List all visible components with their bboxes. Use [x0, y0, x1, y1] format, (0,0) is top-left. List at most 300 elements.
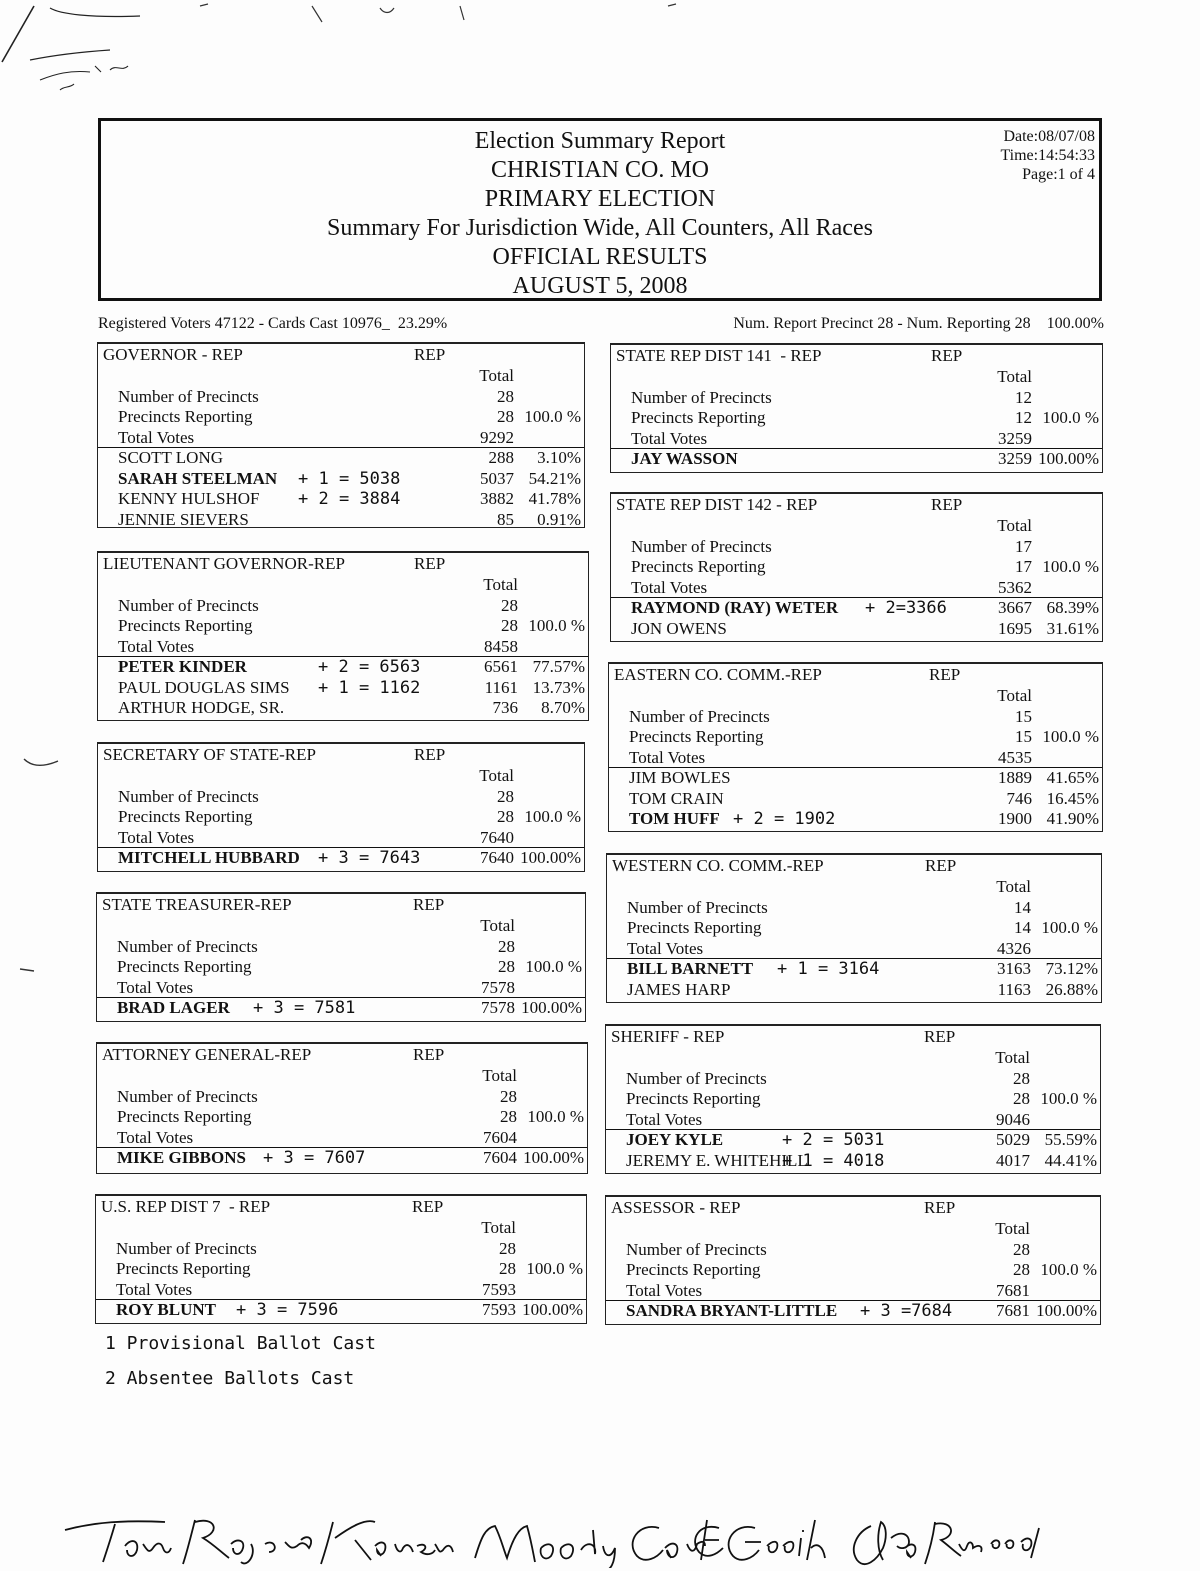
total-header — [98, 766, 584, 787]
number-of-precincts — [606, 1240, 1100, 1261]
race-secretary-of-state — [97, 742, 585, 872]
party-label: REP — [931, 346, 963, 365]
number-of-precincts-label: Number of Precincts — [118, 386, 259, 406]
total-votes-total: 7604 — [483, 1127, 517, 1147]
total-votes-total: 3259 — [998, 428, 1032, 448]
race-governor — [97, 342, 585, 528]
report-title: Election Summary Report — [474, 128, 726, 154]
handwritten-vote-note: + 2 = 6563 — [318, 657, 421, 677]
candidate-row-percent: 8.70% — [541, 698, 585, 717]
candidate-row — [97, 1148, 587, 1169]
candidate-row-label: KENNY HULSHOF — [118, 489, 260, 508]
candidate-row — [98, 698, 588, 719]
total-votes — [606, 1110, 1100, 1131]
candidate-row — [607, 959, 1101, 980]
total-votes-label: Total Votes — [631, 428, 708, 448]
precincts-reporting-total: 28 — [497, 807, 514, 826]
party-label: REP — [412, 1197, 444, 1216]
precincts-reporting — [98, 407, 584, 428]
precincts-reporting-percent: 100.0 % — [526, 1259, 583, 1278]
candidate-row-percent: 44.41% — [1044, 1150, 1097, 1170]
total-votes — [98, 637, 588, 658]
candidate-row-total: 1161 — [484, 677, 518, 697]
precincts-reporting-total: 17 — [1015, 557, 1032, 576]
footnote-absentee: 2 Absentee Ballots Cast — [105, 1368, 355, 1389]
candidate-row — [98, 448, 584, 469]
candidate-row-label: BILL BARNETT — [627, 959, 754, 978]
page-number: Page:1 of 4 — [1022, 166, 1095, 183]
precincts-reporting-total: 28 — [499, 1259, 516, 1278]
total-header-total: Total — [996, 877, 1031, 896]
handwritten-signatures — [55, 1508, 1065, 1568]
party-label: REP — [924, 1198, 956, 1217]
candidate-row — [98, 489, 584, 510]
number-of-precincts-label: Number of Precincts — [117, 1086, 258, 1106]
number-of-precincts-label: Number of Precincts — [626, 1239, 767, 1259]
precincts-reporting-label: Precincts Reporting — [631, 557, 766, 576]
race-title: STATE REP DIST 141 - REP — [616, 346, 822, 365]
candidate-row-percent: 100.00% — [1038, 449, 1099, 468]
total-header-total: Total — [995, 1048, 1030, 1067]
candidate-row-total: 7681 — [996, 1301, 1030, 1320]
precincts-reporting — [606, 1260, 1100, 1281]
total-header-total: Total — [997, 686, 1032, 705]
total-votes-label: Total Votes — [631, 577, 708, 597]
precincts-reporting-label: Precincts Reporting — [117, 1107, 252, 1126]
footnote-provisional: 1 Provisional Ballot Cast — [105, 1333, 376, 1354]
candidate-row-label: TOM HUFF — [629, 809, 720, 828]
candidate-row-percent: 77.57% — [532, 657, 585, 676]
candidate-row-percent: 100.00% — [521, 998, 582, 1017]
number-of-precincts-label: Number of Precincts — [627, 897, 768, 917]
total-votes-label: Total Votes — [118, 636, 195, 656]
candidate-row-percent: 41.78% — [528, 489, 581, 508]
number-of-precincts-total: 14 — [1014, 897, 1031, 917]
candidate-row-percent: 100.00% — [523, 1148, 584, 1167]
number-of-precincts — [97, 937, 585, 958]
total-votes-total: 4326 — [997, 938, 1031, 958]
number-of-precincts-label: Number of Precincts — [116, 1238, 257, 1258]
party-label: REP — [929, 665, 961, 684]
number-of-precincts-total: 28 — [1013, 1239, 1030, 1259]
handwritten-vote-note: + 2 = 3884 — [298, 489, 401, 509]
number-of-precincts — [606, 1069, 1100, 1090]
candidate-row — [98, 469, 584, 490]
handwritten-vote-note: + 1 = 4018 — [782, 1150, 885, 1171]
candidate-row-label: SARAH STEELMAN — [118, 468, 278, 488]
race-title: GOVERNOR - REP — [103, 345, 243, 364]
candidate-row-total: 5037 — [480, 468, 514, 488]
candidate-row — [98, 678, 588, 699]
number-of-precincts-total: 28 — [498, 936, 515, 956]
candidate-row-total: 1900 — [998, 809, 1032, 828]
total-header — [97, 916, 585, 937]
candidate-row-label: JOEY KYLE — [626, 1130, 724, 1149]
total-header — [609, 686, 1102, 707]
number-of-precincts-label: Number of Precincts — [117, 936, 258, 956]
race-us-rep-dist-7 — [95, 1194, 587, 1324]
precincts-reporting-label: Precincts Reporting — [627, 918, 762, 937]
party-label: REP — [413, 1045, 445, 1064]
total-votes-total: 4535 — [998, 747, 1032, 767]
precincts-reporting-total: 28 — [501, 616, 518, 635]
summary-line: Summary For Jurisdiction Wide, All Counters, All Races — [327, 215, 873, 241]
party-label: REP — [414, 345, 446, 364]
precincts-reporting — [606, 1089, 1100, 1110]
precincts-reporting-percent: 100.0 % — [1040, 1260, 1097, 1279]
candidate-row — [611, 449, 1102, 470]
candidate-row-total: 7640 — [480, 848, 514, 867]
handwritten-vote-note: + 1 = 5038 — [298, 468, 401, 489]
candidate-row-percent: 0.91% — [537, 509, 581, 529]
candidate-row-total: 1163 — [997, 979, 1031, 999]
number-of-precincts — [98, 387, 584, 408]
number-of-precincts-label: Number of Precincts — [118, 595, 259, 615]
precincts-reporting — [607, 918, 1101, 939]
candidate-row-label: MITCHELL HUBBARD — [118, 848, 300, 867]
number-of-precincts-total: 28 — [497, 386, 514, 406]
total-header-total: Total — [483, 575, 518, 594]
report-date: Date:08/07/08 — [1003, 128, 1095, 145]
candidate-row-total: 85 — [497, 509, 514, 529]
race-title: SHERIFF - REP — [611, 1027, 725, 1046]
candidate-row-label: JEREMY E. WHITEHILL — [626, 1150, 808, 1170]
candidate-row-label: JIM BOWLES — [629, 768, 731, 787]
candidate-row-label: JON OWENS — [631, 618, 727, 638]
candidate-row-percent: 54.21% — [528, 468, 581, 488]
candidate-row-label: PAUL DOUGLAS SIMS — [118, 677, 290, 697]
candidate-row — [609, 789, 1102, 810]
precincts-reporting — [97, 1107, 587, 1128]
total-votes — [611, 429, 1102, 450]
candidate-row-percent: 68.39% — [1046, 598, 1099, 617]
candidate-row-label: ARTHUR HODGE, SR. — [118, 698, 285, 717]
total-votes-total: 9292 — [480, 427, 514, 447]
candidate-row-total: 3667 — [998, 598, 1032, 617]
candidate-row-percent: 13.73% — [532, 677, 585, 697]
party-label: REP — [414, 745, 446, 764]
precincts-reporting-label: Precincts Reporting — [629, 727, 764, 746]
total-votes — [611, 578, 1102, 599]
candidate-row-total: 5029 — [996, 1130, 1030, 1149]
candidate-row — [98, 848, 584, 869]
total-votes-label: Total Votes — [116, 1279, 193, 1299]
number-of-precincts — [98, 787, 584, 808]
candidate-row-label: PETER KINDER — [118, 657, 247, 676]
race-title: LIEUTENANT GOVERNOR-REP — [103, 554, 345, 573]
precincts-reporting-total: 28 — [498, 957, 515, 976]
candidate-row-total: 3259 — [998, 449, 1032, 468]
election-name: PRIMARY ELECTION — [484, 186, 716, 212]
handwritten-scribble — [0, 0, 700, 110]
candidate-row-total: 288 — [488, 448, 514, 467]
number-of-precincts — [611, 537, 1102, 558]
report-time: Time:14:54:33 — [1000, 147, 1095, 164]
race-attorney-general — [96, 1042, 588, 1174]
precincts-reporting — [609, 727, 1102, 748]
precincts-reporting-percent: 100.0 % — [1042, 557, 1099, 576]
number-of-precincts-label: Number of Precincts — [118, 786, 259, 806]
precincts-reporting-percent: 100.0 % — [528, 616, 585, 635]
candidate-row-label: RAYMOND (RAY) WETER — [631, 598, 839, 617]
candidate-row-total: 3882 — [480, 489, 514, 508]
candidate-row-total: 1695 — [998, 618, 1032, 638]
report-header — [98, 118, 1102, 301]
candidate-row-label: MIKE GIBBONS — [117, 1148, 246, 1167]
precincts-reporting-label: Precincts Reporting — [116, 1259, 251, 1278]
total-votes — [98, 828, 584, 849]
handwritten-vote-note: + 3 = 7581 — [253, 998, 356, 1018]
precincts-reporting-percent: 100.0 % — [1042, 408, 1099, 427]
precincts-reporting-total: 14 — [1014, 918, 1031, 937]
number-of-precincts-label: Number of Precincts — [629, 706, 770, 726]
precincts-reporting — [98, 616, 588, 637]
total-votes-label: Total Votes — [117, 977, 194, 997]
candidate-row-label: JENNIE SIEVERS — [118, 509, 249, 529]
number-of-precincts-total: 12 — [1015, 387, 1032, 407]
candidate-row-total: 7578 — [481, 998, 515, 1017]
handwritten-vote-note: + 3 = 7607 — [263, 1148, 366, 1168]
candidate-row-percent: 100.00% — [520, 848, 581, 867]
total-header-total: Total — [480, 916, 515, 935]
candidate-row-percent: 26.88% — [1045, 979, 1098, 999]
number-of-precincts — [96, 1239, 586, 1260]
number-of-precincts-label: Number of Precincts — [626, 1068, 767, 1088]
precincts-reporting-percent: 100.0 % — [1040, 1089, 1097, 1108]
total-header-total: Total — [482, 1066, 517, 1085]
total-votes-label: Total Votes — [118, 827, 195, 847]
total-votes-label: Total Votes — [629, 747, 706, 767]
candidate-row — [96, 1300, 586, 1321]
precincts-reporting — [611, 557, 1102, 578]
precincts-reporting-percent: 100.0 % — [524, 807, 581, 826]
race-state-rep-141 — [610, 343, 1103, 473]
candidate-row-total: 7593 — [482, 1300, 516, 1319]
total-header — [606, 1048, 1100, 1069]
candidate-row-total: 3163 — [997, 959, 1031, 978]
candidate-row — [607, 980, 1101, 1001]
precincts-reporting-total: 15 — [1015, 727, 1032, 746]
candidate-row-total: 746 — [1006, 788, 1032, 808]
number-of-precincts-total: 28 — [500, 1086, 517, 1106]
total-header-total: Total — [479, 366, 514, 385]
registered-voters-line: Registered Voters 47122 - Cards Cast 10976_ 23.29% — [98, 315, 448, 332]
total-header — [607, 877, 1101, 898]
number-of-precincts-total: 15 — [1015, 706, 1032, 726]
number-of-precincts-total: 28 — [497, 786, 514, 806]
total-header — [98, 366, 584, 387]
precincts-reporting-percent: 100.0 % — [524, 407, 581, 426]
race-assessor — [605, 1195, 1101, 1325]
candidate-row-percent: 100.00% — [522, 1300, 583, 1319]
candidate-row — [98, 657, 588, 678]
race-title: U.S. REP DIST 7 - REP — [101, 1197, 271, 1216]
handwritten-vote-note: + 2 = 5031 — [782, 1130, 885, 1150]
total-votes-label: Total Votes — [626, 1109, 703, 1129]
candidate-row-percent: 55.59% — [1044, 1130, 1097, 1149]
total-votes-total: 9046 — [996, 1109, 1030, 1129]
candidate-row-percent: 31.61% — [1046, 618, 1099, 638]
candidate-row — [606, 1151, 1100, 1172]
race-title: ASSESSOR - REP — [611, 1198, 741, 1217]
party-label: REP — [414, 554, 446, 573]
precincts-reporting-label: Precincts Reporting — [118, 616, 253, 635]
party-label: REP — [924, 1027, 956, 1046]
race-lt-governor — [97, 551, 589, 721]
handwritten-vote-note: + 3 = 7596 — [236, 1300, 339, 1320]
precincts-reporting-label: Precincts Reporting — [626, 1089, 761, 1108]
candidate-row — [97, 998, 585, 1019]
race-title: EASTERN CO. COMM.-REP — [614, 665, 822, 684]
race-title: SECRETARY OF STATE-REP — [103, 745, 316, 764]
precincts-reporting — [96, 1259, 586, 1280]
precincts-reporting-percent: 100.0 % — [525, 957, 582, 976]
race-title: WESTERN CO. COMM.-REP — [612, 856, 824, 875]
precincts-reporting-label: Precincts Reporting — [631, 408, 766, 427]
precincts-reporting — [97, 957, 585, 978]
precincts-reporting-percent: 100.0 % — [1041, 918, 1098, 937]
total-votes-label: Total Votes — [118, 427, 195, 447]
party-label: REP — [413, 895, 445, 914]
candidate-row-label: TOM CRAIN — [629, 788, 724, 808]
total-votes-total: 8458 — [484, 636, 518, 656]
total-votes — [97, 1128, 587, 1149]
precincts-reporting — [611, 408, 1102, 429]
precincts-reporting-total: 28 — [1013, 1089, 1030, 1108]
candidate-row-label: JAY WASSON — [631, 449, 738, 468]
candidate-row — [611, 598, 1102, 619]
total-votes — [607, 939, 1101, 960]
handwritten-vote-note: + 3 = 7643 — [318, 848, 421, 868]
total-header — [606, 1219, 1100, 1240]
margin-mark — [18, 966, 38, 974]
race-title: STATE TREASURER-REP — [102, 895, 292, 914]
candidate-row — [609, 768, 1102, 789]
number-of-precincts — [98, 596, 588, 617]
candidate-row-label: ROY BLUNT — [116, 1300, 216, 1319]
total-votes-label: Total Votes — [117, 1127, 194, 1147]
candidate-row — [606, 1301, 1100, 1322]
precincts-reporting-total: 28 — [500, 1107, 517, 1126]
candidate-row — [98, 510, 584, 531]
party-label: REP — [931, 495, 963, 514]
precincts-reporting-line: Num. Report Precinct 28 - Num. Reporting 28 100.00% — [733, 315, 1104, 332]
total-votes-total: 7578 — [481, 977, 515, 997]
number-of-precincts — [611, 388, 1102, 409]
total-votes — [97, 978, 585, 999]
race-title: ATTORNEY GENERAL-REP — [102, 1045, 312, 1064]
total-votes — [609, 748, 1102, 769]
precincts-reporting-percent: 100.0 % — [527, 1107, 584, 1126]
race-state-treasurer — [96, 892, 586, 1022]
margin-mark — [22, 755, 62, 769]
results-status: OFFICIAL RESULTS — [492, 244, 708, 270]
candidate-row-total: 736 — [492, 698, 518, 717]
candidate-row-label: SCOTT LONG — [118, 448, 223, 467]
total-votes-total: 7681 — [996, 1280, 1030, 1300]
number-of-precincts — [97, 1087, 587, 1108]
candidate-row-percent: 16.45% — [1046, 788, 1099, 808]
precincts-reporting-total: 28 — [497, 407, 514, 426]
county-name: CHRISTIAN CO. MO — [490, 157, 709, 183]
total-header-total: Total — [997, 516, 1032, 535]
candidate-row — [606, 1130, 1100, 1151]
party-label: REP — [925, 856, 957, 875]
total-votes-label: Total Votes — [626, 1280, 703, 1300]
handwritten-vote-note: + 1 = 3164 — [777, 959, 880, 979]
race-eastern-comm — [608, 662, 1103, 832]
total-header — [611, 367, 1102, 388]
precincts-reporting-total: 12 — [1015, 408, 1032, 427]
total-header-total: Total — [479, 766, 514, 785]
candidate-row-label: JAMES HARP — [627, 979, 731, 999]
precincts-reporting-label: Precincts Reporting — [118, 807, 253, 826]
total-votes-total: 7593 — [482, 1279, 516, 1299]
precincts-reporting-label: Precincts Reporting — [118, 407, 253, 426]
precincts-reporting-total: 28 — [1013, 1260, 1030, 1279]
total-header-total: Total — [995, 1219, 1030, 1238]
handwritten-vote-note: + 2=3366 — [865, 598, 947, 618]
race-western-comm — [606, 853, 1102, 1003]
number-of-precincts-label: Number of Precincts — [631, 387, 772, 407]
candidate-row-label: BRAD LAGER — [117, 998, 230, 1017]
handwritten-vote-note: + 2 = 1902 — [733, 809, 836, 829]
number-of-precincts-total: 28 — [1013, 1068, 1030, 1088]
candidate-row-percent: 100.00% — [1036, 1301, 1097, 1320]
number-of-precincts-total: 28 — [499, 1238, 516, 1258]
total-votes — [606, 1281, 1100, 1302]
race-sheriff — [605, 1024, 1101, 1174]
total-votes-label: Total Votes — [627, 938, 704, 958]
number-of-precincts-total: 17 — [1015, 536, 1032, 556]
handwritten-vote-note: + 3 =7684 — [860, 1301, 953, 1321]
candidate-row-label: SANDRA BRYANT-LITTLE — [626, 1301, 838, 1320]
number-of-precincts-label: Number of Precincts — [631, 536, 772, 556]
candidate-row — [611, 619, 1102, 640]
candidate-row-percent: 3.10% — [537, 448, 581, 467]
total-header-total: Total — [997, 367, 1032, 386]
number-of-precincts — [609, 707, 1102, 728]
total-votes-total: 5362 — [998, 577, 1032, 597]
candidate-row-total: 7604 — [483, 1148, 517, 1167]
race-state-rep-142 — [610, 492, 1103, 642]
number-of-precincts — [607, 898, 1101, 919]
election-date: AUGUST 5, 2008 — [512, 273, 688, 299]
precincts-reporting-percent: 100.0 % — [1042, 727, 1099, 746]
precincts-reporting — [98, 807, 584, 828]
handwritten-vote-note: + 1 = 1162 — [318, 677, 421, 698]
candidate-row-total: 4017 — [996, 1150, 1030, 1170]
total-header — [98, 575, 588, 596]
total-votes-total: 7640 — [480, 827, 514, 847]
number-of-precincts-total: 28 — [501, 595, 518, 615]
total-votes — [96, 1280, 586, 1301]
race-title: STATE REP DIST 142 - REP — [616, 495, 818, 514]
total-header — [611, 516, 1102, 537]
precincts-reporting-label: Precincts Reporting — [626, 1260, 761, 1279]
candidate-row-total: 6561 — [484, 657, 518, 676]
candidate-row-total: 1889 — [998, 768, 1032, 787]
candidate-row-percent: 41.65% — [1046, 768, 1099, 787]
total-header — [97, 1066, 587, 1087]
candidate-row-percent: 73.12% — [1045, 959, 1098, 978]
candidate-row-percent: 41.90% — [1046, 809, 1099, 828]
total-votes — [98, 428, 584, 449]
candidate-row — [609, 809, 1102, 830]
total-header-total: Total — [481, 1218, 516, 1237]
precincts-reporting-label: Precincts Reporting — [117, 957, 252, 976]
total-header — [96, 1218, 586, 1239]
